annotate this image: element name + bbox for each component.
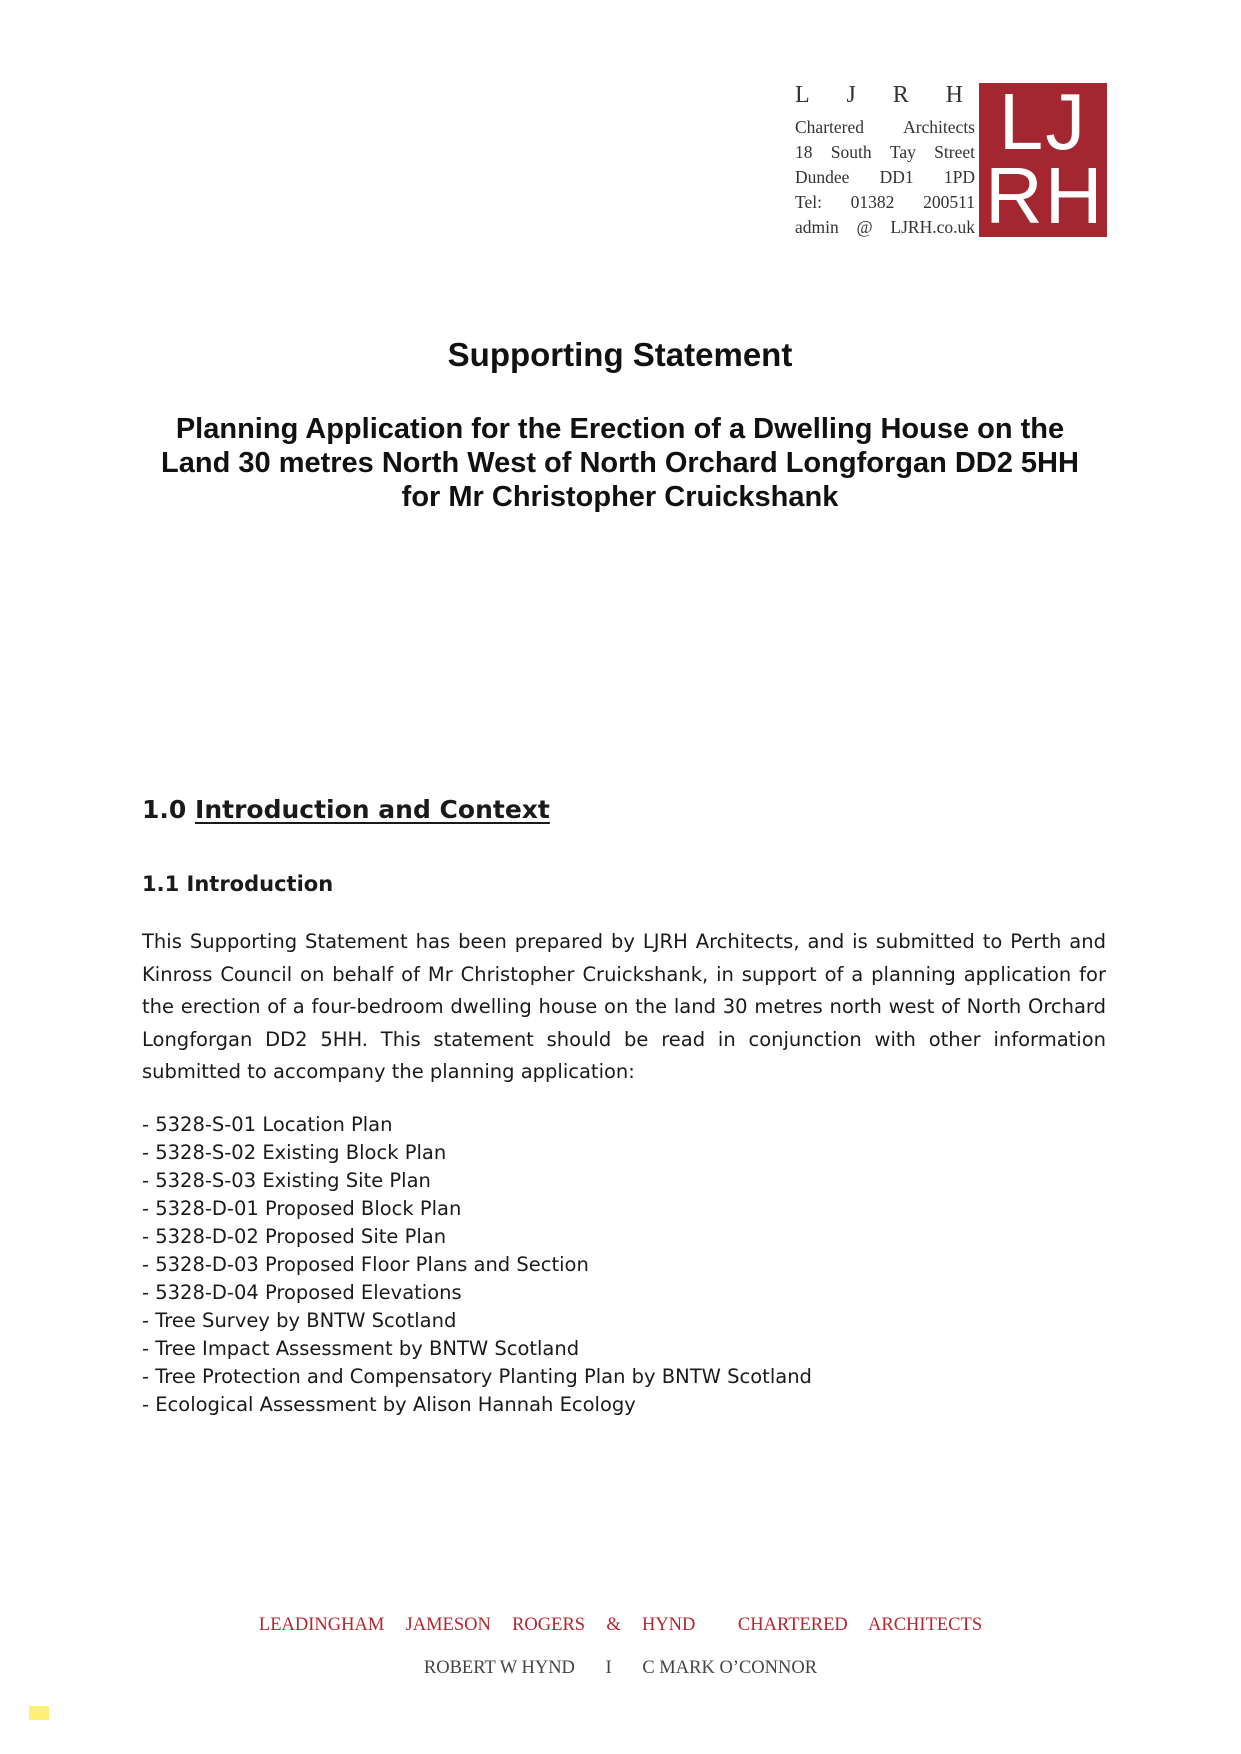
list-item: - 5328-D-02 Proposed Site Plan [142, 1225, 447, 1248]
intro-paragraph: This Supporting Statement has been prepared by LJRH Architects, and is submitted to Perth and Kinross Council on behalf of Mr Christopher Cruickshank, in support of a planning application for the erection of a four-bedroom dwelling house on the land 30 metres north west of North Orchard Longforgan DD2 5HH. This statement should be read in conjunction with other information submitted to accompany the planning application: [142, 930, 1106, 1083]
letterhead-line-profession [795, 115, 975, 140]
footer-partners [0, 1658, 1241, 1679]
logo-bottom-letters: RH [985, 151, 1105, 240]
lh-word: Chartered [795, 117, 864, 137]
list-item: - 5328-D-04 Proposed Elevations [142, 1281, 462, 1304]
lh-word: 01382 [850, 192, 895, 212]
highlight-marker [29, 1706, 49, 1720]
subsection-heading: 1.1 Introduction [142, 872, 334, 896]
initial-l: L [795, 82, 810, 108]
lh-word: admin [795, 217, 839, 237]
subtitle-line: Planning Application for the Erection of a Dwelling House on the [175, 413, 1065, 445]
ljrh-logo [979, 77, 1107, 240]
lh-word: 1PD [943, 167, 975, 187]
list-item: - Tree Protection and Compensatory Planting Plan by BNTW Scotland [142, 1365, 812, 1388]
lh-word: Tay [889, 142, 916, 162]
initial-r: R [892, 82, 909, 108]
lh-word: DD1 [879, 167, 914, 187]
subtitle-line: for Mr Christopher Cruickshank [401, 481, 839, 513]
letterhead-line-street [795, 140, 975, 165]
lh-word: Dundee [795, 167, 850, 187]
list-item: - Ecological Assessment by Alison Hannah Ecology [142, 1393, 636, 1416]
subtitle-line: Land 30 metres North West of North Orchard Longforgan DD2 5HH [161, 447, 1079, 479]
letterhead-line-city [795, 165, 975, 190]
document-list [142, 1111, 812, 1419]
list-item: - 5328-S-01 Location Plan [142, 1113, 393, 1136]
list-item: - 5328-D-03 Proposed Floor Plans and Section [142, 1253, 589, 1276]
letterhead-line-phone [795, 190, 975, 215]
partner-separator: I [605, 1658, 612, 1678]
initial-j: J [846, 82, 856, 108]
list-item: - Tree Impact Assessment by BNTW Scotland [142, 1337, 580, 1360]
lh-word: @ [856, 217, 873, 237]
list-item: - Tree Survey by BNTW Scotland [142, 1309, 457, 1332]
lh-word: Tel: [795, 192, 822, 212]
list-item: - 5328-S-02 Existing Block Plan [142, 1141, 447, 1164]
letterhead-initials [795, 82, 975, 109]
lh-word: LJRH.co.uk [890, 217, 975, 237]
initial-h: H [945, 82, 963, 108]
document-subtitle [120, 412, 1120, 514]
section-number: 1.0 [142, 795, 187, 824]
section-title: Introduction and Context [195, 795, 550, 824]
lh-word: 200511 [923, 192, 975, 212]
partner-name: C MARK O’CONNOR [642, 1658, 818, 1678]
list-item: - 5328-D-01 Proposed Block Plan [142, 1197, 462, 1220]
lh-word: 18 [795, 142, 813, 162]
logo-lettering [985, 77, 1105, 240]
document-title: Supporting Statement [447, 336, 793, 373]
partner-name: ROBERT W HYND [423, 1658, 575, 1678]
list-item: - 5328-S-03 Existing Site Plan [142, 1169, 431, 1192]
footer-firm-name: LEADINGHAM JAMESON ROGERS & HYND CHARTERED ARCHITECTS [258, 1615, 983, 1635]
letterhead-address [795, 82, 975, 240]
letterhead-line-email [795, 215, 975, 240]
lh-word: South [830, 142, 872, 162]
logo-top-letters: LJ [998, 77, 1088, 166]
lh-word: Street [934, 142, 975, 162]
section-heading [142, 795, 1106, 824]
lh-word: Architects [903, 117, 975, 137]
